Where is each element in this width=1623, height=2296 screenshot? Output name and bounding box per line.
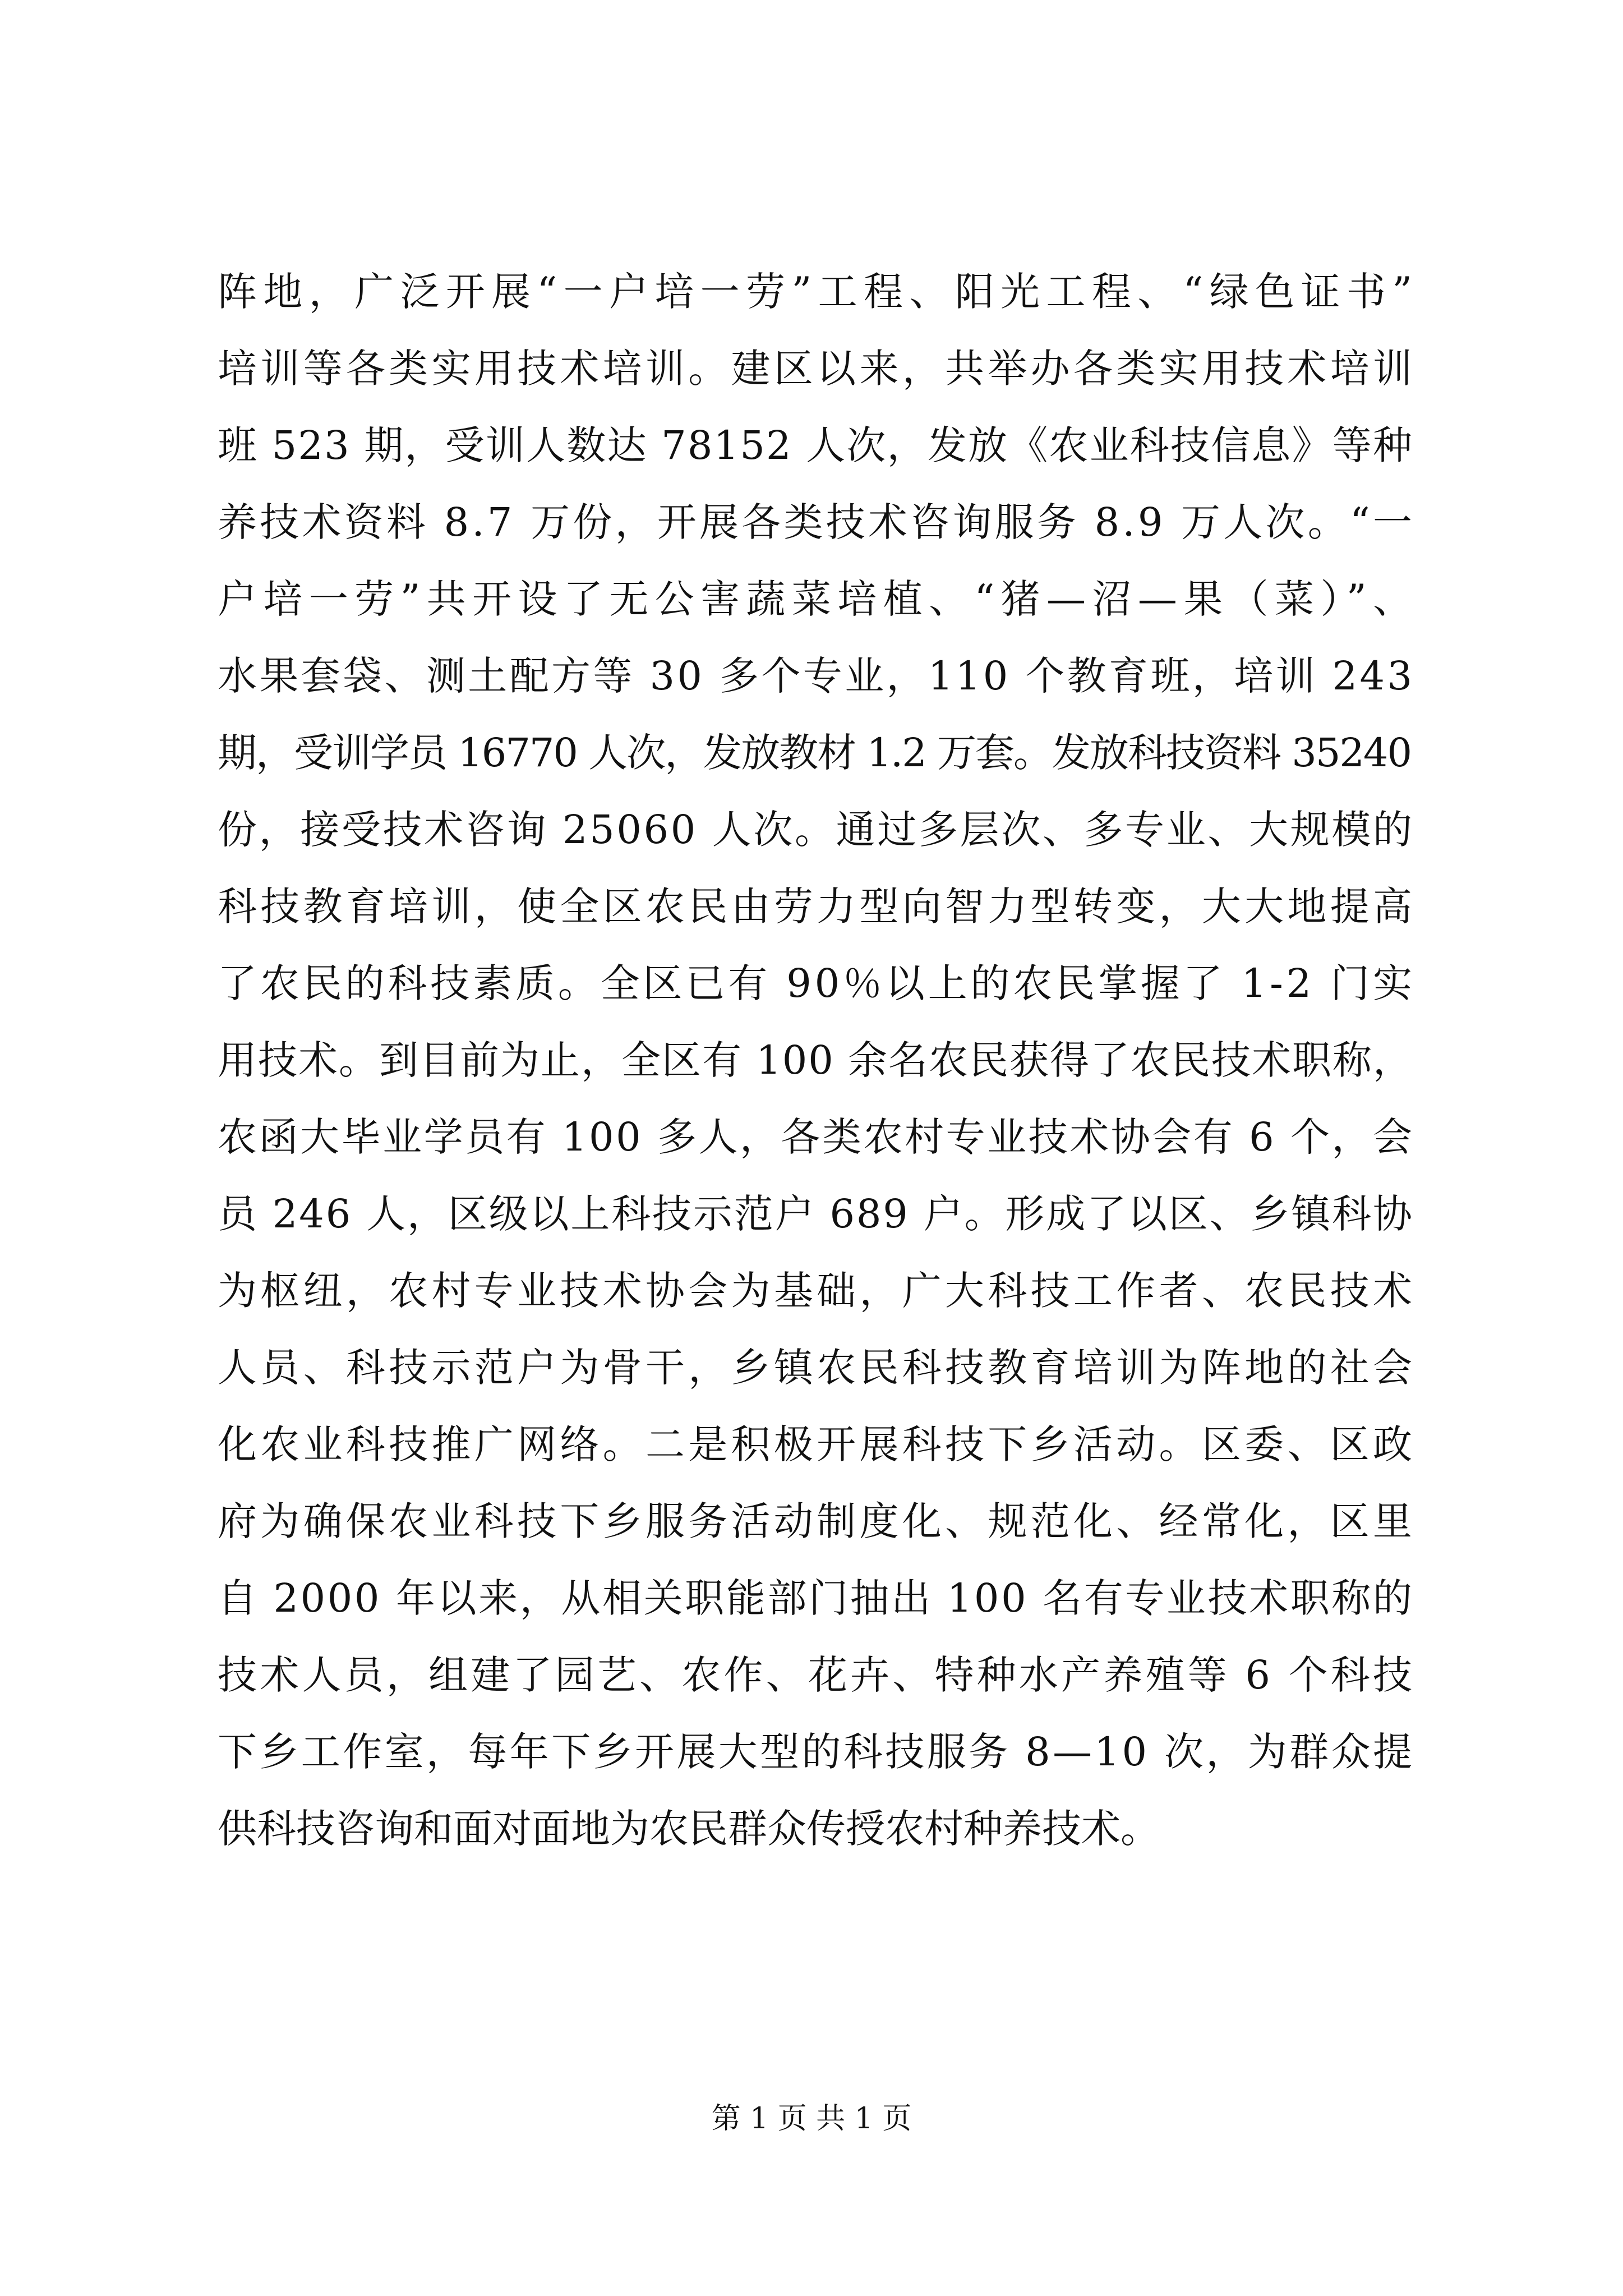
text-line [218, 1637, 1415, 1714]
text-line [218, 715, 1412, 792]
text-line [218, 1176, 1412, 1253]
text-line [218, 1714, 1415, 1791]
text-line [218, 1483, 1416, 1560]
text-line [218, 1099, 1412, 1176]
text-line [218, 1560, 1412, 1637]
text-line-content: 人员、科技示范户为骨干，乡镇农民科技教育培训为阵地的社会 [218, 1345, 1416, 1391]
text-line-content: 了农民的科技素质。全区已有 90％以上的农民掌握了 1-2 门实 [218, 960, 1415, 1006]
text-line [218, 1791, 1412, 1867]
text-line [218, 1329, 1416, 1406]
page-footer: 第 1 页 共 1 页 [711, 2102, 912, 2136]
text-line-content: 水果套袋、测土配方等 30 多个专业，110 个教育班，培训 243 [218, 653, 1415, 699]
text-line-content: 用技术。到目前为止，全区有 100 余名农民获得了农民技术职称， [218, 1037, 1413, 1083]
text-line-content: 供科技咨询和面对面地为农民群众传授农村种养技术。 [218, 1806, 1160, 1852]
text-line-content: 自 2000 年以来，从相关职能部门抽出 100 名有专业技术职称的 [218, 1575, 1414, 1621]
text-line-content: 为枢纽，农村专业技术协会为基础，广大科技工作者、农民技术 [218, 1268, 1416, 1314]
text-line-content: 下乡工作室，每年下乡开展大型的科技服务 8—10 次，为群众提 [218, 1729, 1415, 1775]
text-line [218, 1253, 1416, 1329]
body-text [218, 254, 1419, 1867]
text-line-content: 农函大毕业学员有 100 多人，各类农村专业技术协会有 6 个，会 [218, 1114, 1414, 1160]
text-line [218, 254, 1419, 330]
text-line-content: 府为确保农业科技下乡服务活动制度化、规范化、经常化，区里 [218, 1498, 1416, 1544]
text-line [218, 945, 1415, 1022]
text-line-content: 班 523 期，受训人数达 78152 人次，发放《农业科技信息》等种 [218, 422, 1414, 468]
text-line [218, 638, 1415, 715]
text-line [218, 407, 1412, 484]
text-line-content: 化农业科技推广网络。二是积极开展科技下乡活动。区委、区政 [218, 1421, 1416, 1467]
text-line-content: 期，受训学员 16770 人次，发放教材 1.2 万套。发放科技资料 35240 [218, 730, 1411, 776]
text-line [218, 792, 1412, 868]
text-line-content: 养技术资料 8.7 万份，开展各类技术咨询服务 8.9 万人次。“一 [218, 499, 1415, 545]
text-line [218, 868, 1416, 945]
text-line [218, 330, 1416, 407]
text-line-content: 科技教育培训，使全区农民由劳力型向智力型转变，大大地提高 [218, 884, 1416, 930]
text-line-content: 员 246 人，区级以上科技示范户 689 户。形成了以区、乡镇科协 [218, 1191, 1414, 1237]
text-line-content: 阵地，广泛开展“一户培一劳”工程、阳光工程、“绿色证书” [218, 269, 1419, 315]
text-line [218, 1406, 1416, 1483]
text-line-content: 培训等各类实用技术培训。建区以来，共举办各类实用技术培训 [218, 346, 1416, 392]
text-line [218, 1022, 1412, 1099]
text-line [218, 484, 1415, 561]
text-line-content: 技术人员，组建了园艺、农作、花卉、特种水产养殖等 6 个科技 [218, 1652, 1415, 1698]
text-line-content: 份，接受技术咨询 25060 人次。通过多层次、多专业、大规模的 [218, 807, 1414, 853]
text-line [218, 561, 1419, 638]
text-line-content: 户培一劳”共开设了无公害蔬菜培植、“猪—沼—果（菜）”、 [218, 576, 1419, 622]
